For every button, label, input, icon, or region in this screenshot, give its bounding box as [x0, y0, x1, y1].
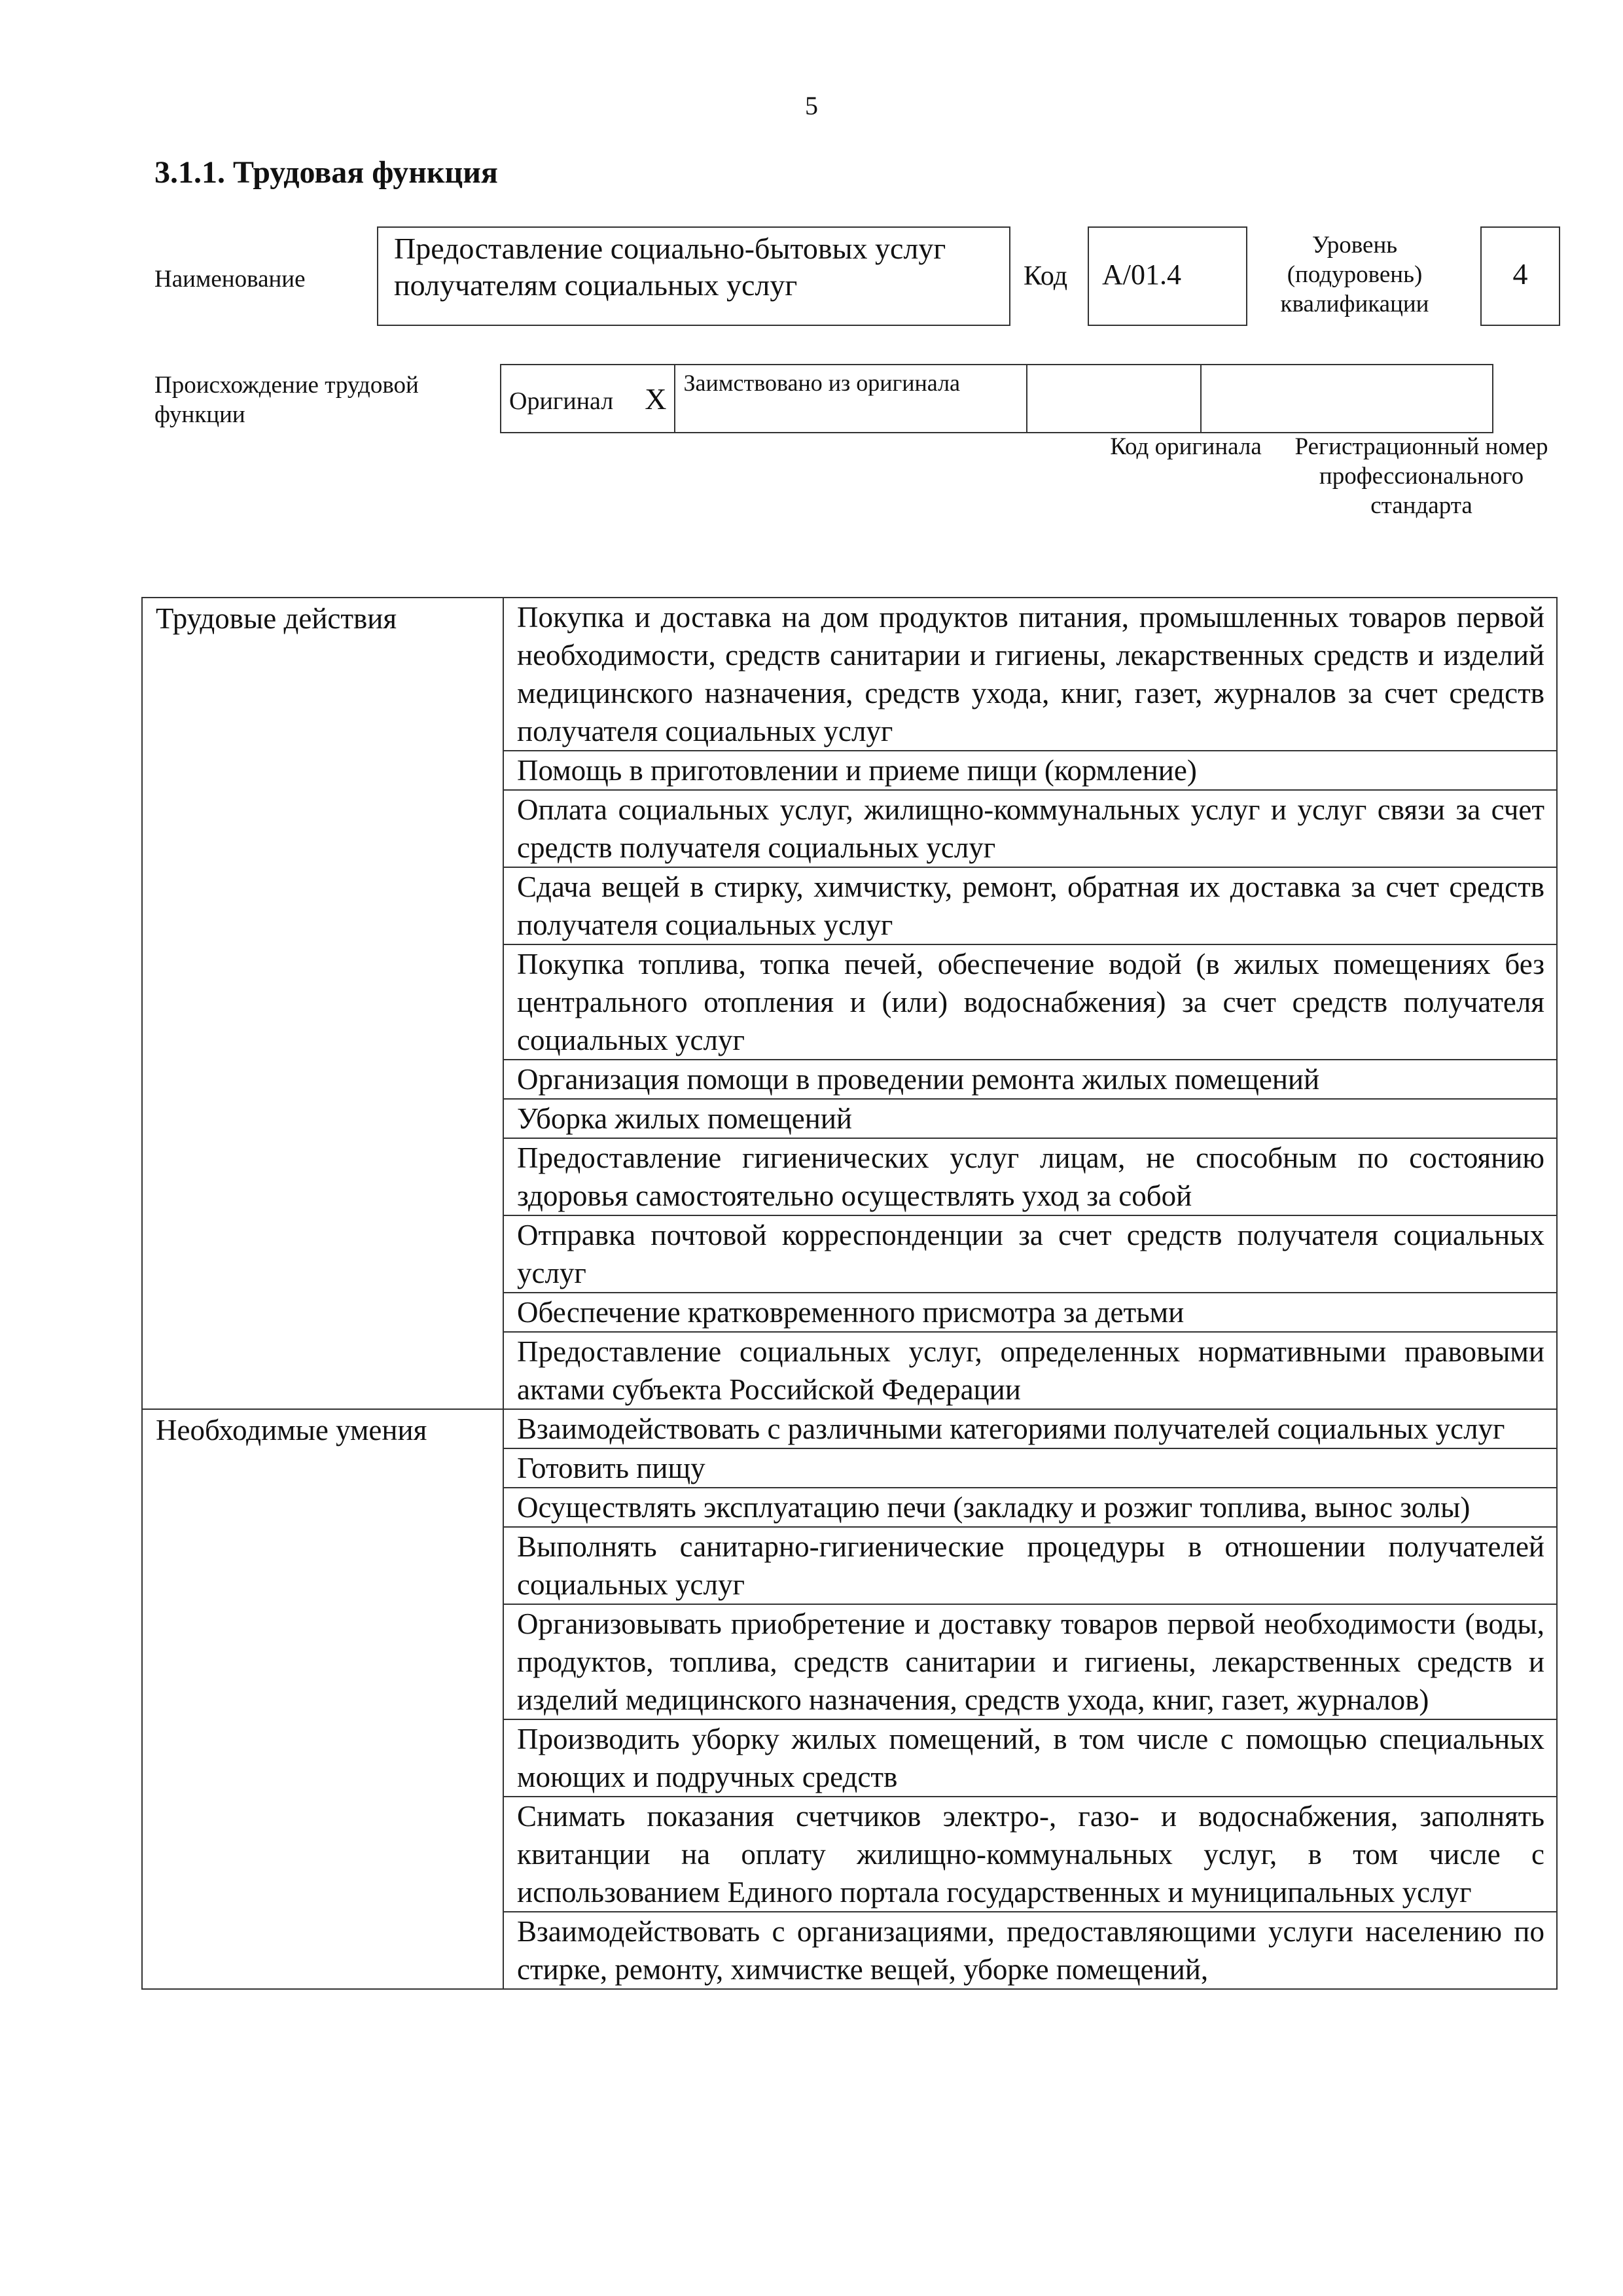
labor-actions-item: Предоставление социальных услуг, определенных нормативными правовыми актами субъекта Российской Федерации: [503, 1332, 1557, 1409]
labor-actions-item: Отправка почтовой корреспонденции за счет средств получателя социальных услуг: [503, 1215, 1557, 1293]
required-skills-item: Осуществлять эксплуатацию печи (закладку и розжиг топлива, вынос золы): [503, 1488, 1557, 1527]
table-row: [142, 1409, 1557, 1448]
level-label: Уровень (подуровень) квалификации: [1280, 232, 1429, 318]
required-skills-item: Взаимодействовать с организациями, предоставляющими услуги населению по стирке, ремонту, химчистке вещей, уборке помещений,: [503, 1912, 1557, 1989]
origin-original-cell: [501, 365, 675, 433]
original-code-cell: [1027, 365, 1201, 433]
labor-actions-item: Организация помощи в проведении ремонта жилых помещений: [503, 1060, 1557, 1099]
required-skills-category: Необходимые умения: [142, 1409, 503, 1989]
name-label: Наименование: [154, 266, 306, 293]
section-title: 3.1.1. Трудовая функция: [154, 155, 498, 190]
registration-number-cell: [1201, 365, 1493, 433]
name-value-box: Предоставление социально-бытовых услуг получателям социальных услуг: [377, 226, 1010, 326]
level-value-box: 4: [1480, 226, 1560, 326]
labor-actions-item: Предоставление гигиенических услуг лицам, не способным по состоянию здоровья самостоятельно осуществлять уход за собой: [503, 1138, 1557, 1215]
origin-table: [500, 364, 1493, 433]
required-skills-item: Выполнять санитарно-гигиенические процедуры в отношении получателей социальных услуг: [503, 1527, 1557, 1604]
code-label: Код: [1024, 261, 1068, 291]
page-number: 5: [805, 91, 818, 120]
original-mark: X: [645, 382, 667, 416]
required-skills-item: Производить уборку жилых помещений, в том числе с помощью специальных моющих и подручных средств: [503, 1719, 1557, 1797]
labor-actions-item: Уборка жилых помещений: [503, 1099, 1557, 1138]
original-label: Оригинал: [509, 387, 614, 415]
labor-actions-item: Покупка и доставка на дом продуктов питания, промышленных товаров первой необходимости, средств санитарии и гигиены, лекарственных средств и изделий медицинского назначения, средств ухода, книг, газет, журналов за счет средств получателя социальных услуг: [503, 598, 1557, 751]
labor-actions-item: Покупка топлива, топка печей, обеспечение водой (в жилых помещениях без центрального отопления и (или) водоснабжения) за счет средств получателя социальных услуг: [503, 944, 1557, 1060]
labor-function-table: [141, 597, 1558, 1990]
labor-actions-category: Трудовые действия: [142, 598, 503, 1409]
table-row: [142, 598, 1557, 751]
required-skills-item: Организовывать приобретение и доставку товаров первой необходимости (воды, продуктов, топлива, средств санитарии и гигиены, лекарственных средств и изделий медицинского назначения, средств ухода, книг, газет, журналов): [503, 1604, 1557, 1719]
origin-label: Происхождение трудовой функции: [154, 372, 419, 429]
required-skills-item: Готовить пищу: [503, 1448, 1557, 1488]
required-skills-item: Снимать показания счетчиков электро-, газо- и водоснабжения, заполнять квитанции на оплату жилищно-коммунальных услуг, в том числе с использованием Единого портала государственных и муниципальных услуг: [503, 1797, 1557, 1912]
registration-number-label: Регистрационный номер профессионального стандарта: [1294, 433, 1548, 520]
labor-actions-item: Обеспечение кратковременного присмотра за детьми: [503, 1293, 1557, 1332]
labor-actions-item: Помощь в приготовлении и приеме пищи (кормление): [503, 751, 1557, 790]
origin-borrowed-cell: Заимствовано из оригинала: [675, 365, 1027, 433]
labor-actions-item: Сдача вещей в стирку, химчистку, ремонт, обратная их доставка за счет средств получателя социальных услуг: [503, 867, 1557, 944]
original-code-label: Код оригинала: [1110, 433, 1262, 460]
labor-actions-item: Оплата социальных услуг, жилищно-коммунальных услуг и услуг связи за счет средств получателя социальных услуг: [503, 790, 1557, 867]
required-skills-item: Взаимодействовать с различными категориями получателей социальных услуг: [503, 1409, 1557, 1448]
code-value-box: А/01.4: [1088, 226, 1247, 326]
